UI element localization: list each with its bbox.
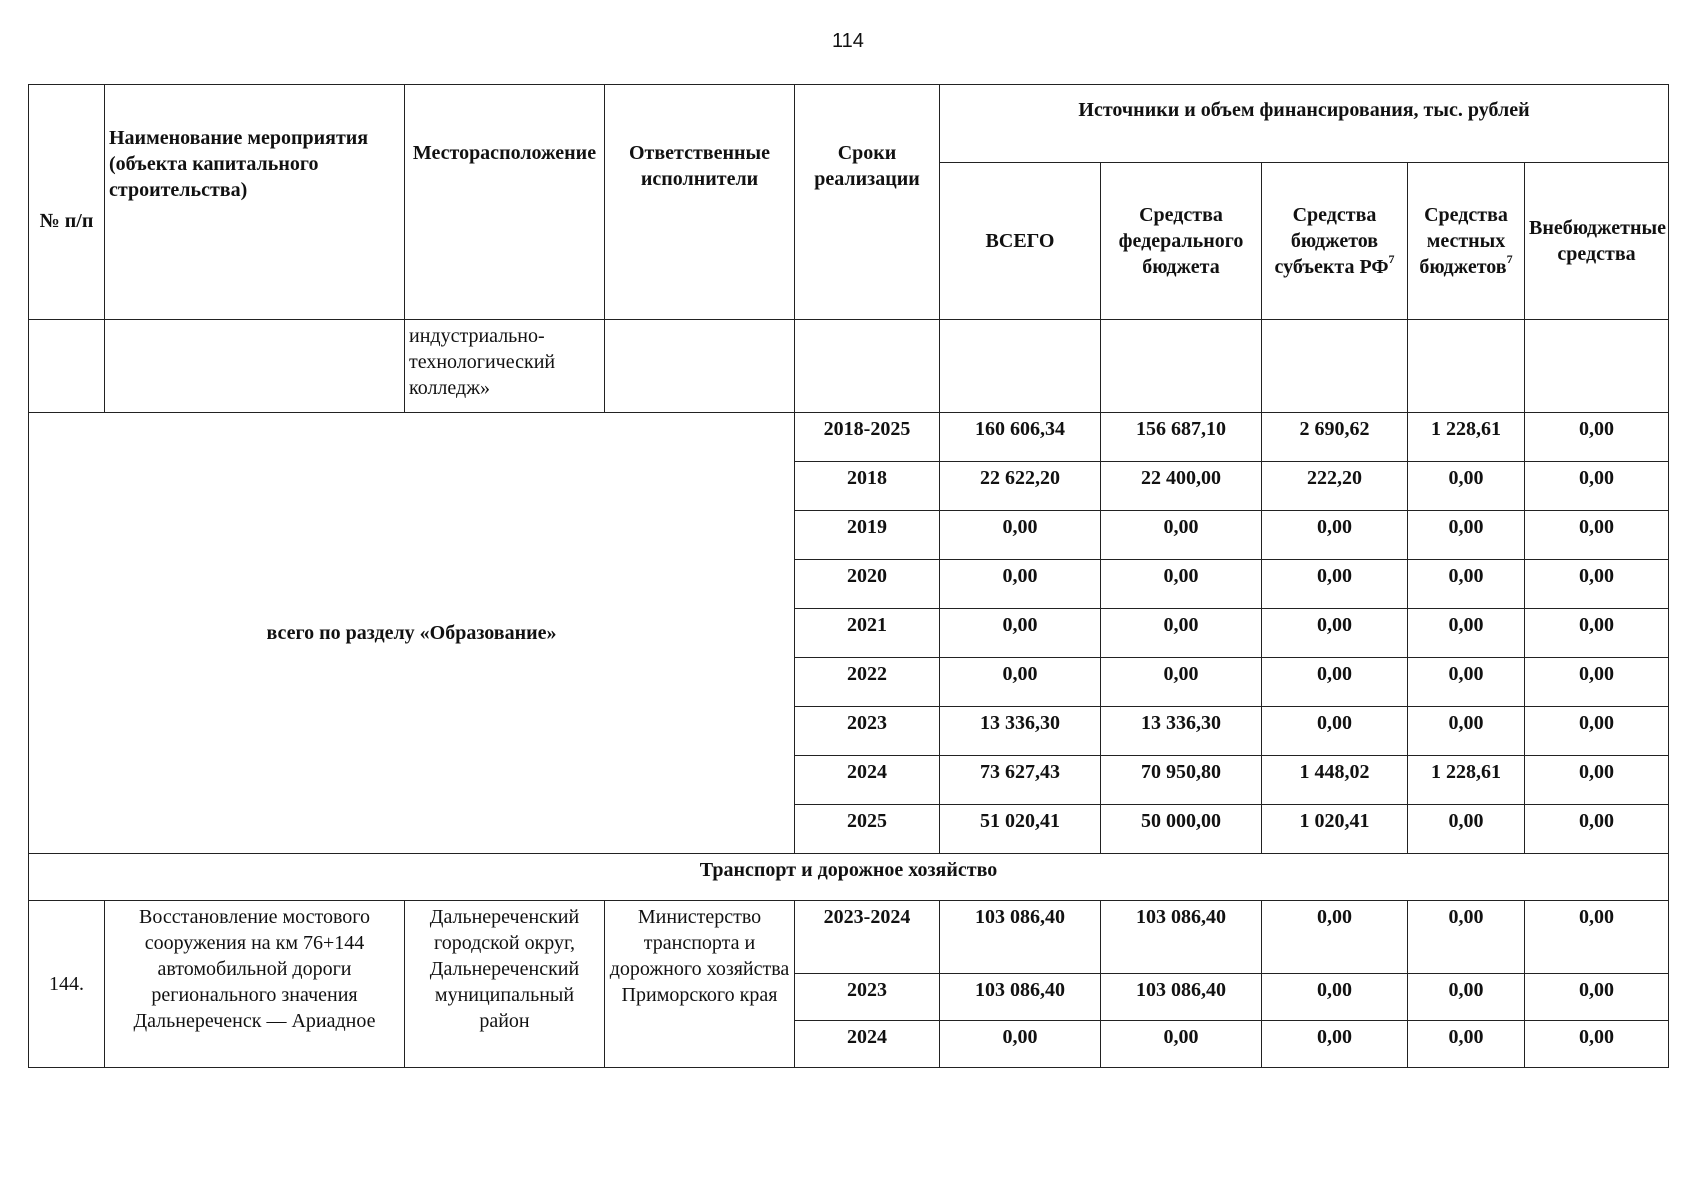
item-144-name: Восстановление мостового сооружения на км 76+144 автомобильной дороги регионального значения Дальнереченск — Ариадное <box>105 901 405 1068</box>
cell-local: 0,00 <box>1408 609 1525 658</box>
cell-subject: 1 020,41 <box>1262 805 1408 854</box>
cell-total: 0,00 <box>940 609 1101 658</box>
header-local <box>1408 163 1525 320</box>
cell-total: 103 086,40 <box>940 901 1101 974</box>
header-location: Месторасположение <box>405 85 605 320</box>
section-total-label: всего по разделу «Образование» <box>29 413 795 854</box>
cell-federal: 103 086,40 <box>1101 974 1262 1021</box>
item-144-location: Дальнереченский городской округ, Дальнереченский муниципальный район <box>405 901 605 1068</box>
cell-period: 2020 <box>795 560 940 609</box>
cell-period: 2024 <box>795 1021 940 1068</box>
cell-subject: 0,00 <box>1262 609 1408 658</box>
cell-federal: 0,00 <box>1101 511 1262 560</box>
cell-subject: 0,00 <box>1262 1021 1408 1068</box>
section-total-body <box>29 413 1669 854</box>
cell-extra: 0,00 <box>1525 901 1669 974</box>
item-144-responsible: Министерство транспорта и дорожного хозяйства Приморского края <box>605 901 795 1068</box>
cell-total: 73 627,43 <box>940 756 1101 805</box>
cell-total: 51 020,41 <box>940 805 1101 854</box>
cell-period: 2018 <box>795 462 940 511</box>
cell-federal: 0,00 <box>1101 609 1262 658</box>
continuation-name <box>105 320 405 413</box>
header-local-label: Средства местных бюджетов <box>1419 204 1508 278</box>
cell-extra: 0,00 <box>1525 413 1669 462</box>
cell-period: 2019 <box>795 511 940 560</box>
item-144-num: 144. <box>29 901 105 1068</box>
cell-federal: 0,00 <box>1101 658 1262 707</box>
cell-total: 0,00 <box>940 511 1101 560</box>
cell-federal: 156 687,10 <box>1101 413 1262 462</box>
cell-local: 1 228,61 <box>1408 756 1525 805</box>
cell-local: 0,00 <box>1408 658 1525 707</box>
cell-federal: 0,00 <box>1101 560 1262 609</box>
cell-subject: 1 448,02 <box>1262 756 1408 805</box>
cell-extra: 0,00 <box>1525 707 1669 756</box>
continuation-subject <box>1262 320 1408 413</box>
cell-extra: 0,00 <box>1525 805 1669 854</box>
header-total: ВСЕГО <box>940 163 1101 320</box>
cell-extra: 0,00 <box>1525 462 1669 511</box>
cell-local: 0,00 <box>1408 462 1525 511</box>
item-144-body <box>29 901 1669 1068</box>
header-local-sup: 7 <box>1506 252 1513 266</box>
cell-total: 0,00 <box>940 560 1101 609</box>
cell-extra: 0,00 <box>1525 658 1669 707</box>
header-extra: Внебюджетные средства <box>1525 163 1669 320</box>
cell-local: 0,00 <box>1408 974 1525 1021</box>
cell-subject: 0,00 <box>1262 560 1408 609</box>
header-subject-sup: 7 <box>1388 252 1395 266</box>
cell-local: 0,00 <box>1408 560 1525 609</box>
cell-federal: 22 400,00 <box>1101 462 1262 511</box>
cell-local: 0,00 <box>1408 1021 1525 1068</box>
cell-federal: 50 000,00 <box>1101 805 1262 854</box>
cell-period: 2025 <box>795 805 940 854</box>
cell-federal: 13 336,30 <box>1101 707 1262 756</box>
cell-period: 2022 <box>795 658 940 707</box>
continuation-location: индустриально-технологический колледж» <box>405 320 605 413</box>
cell-total: 103 086,40 <box>940 974 1101 1021</box>
item-144-row <box>29 901 1669 974</box>
header-federal: Средства федерального бюджета <box>1101 163 1262 320</box>
cell-local: 0,00 <box>1408 901 1525 974</box>
cell-period: 2024 <box>795 756 940 805</box>
continuation-federal <box>1101 320 1262 413</box>
cell-total: 22 622,20 <box>940 462 1101 511</box>
continuation-responsible <box>605 320 795 413</box>
cell-period: 2023-2024 <box>795 901 940 974</box>
cell-period: 2021 <box>795 609 940 658</box>
cell-local: 0,00 <box>1408 707 1525 756</box>
continuation-row <box>29 320 1669 413</box>
cell-total: 0,00 <box>940 658 1101 707</box>
cell-period: 2023 <box>795 707 940 756</box>
cell-subject: 0,00 <box>1262 901 1408 974</box>
cell-extra: 0,00 <box>1525 756 1669 805</box>
cell-local: 0,00 <box>1408 511 1525 560</box>
cell-total: 13 336,30 <box>940 707 1101 756</box>
cell-local: 0,00 <box>1408 805 1525 854</box>
cell-period: 2018-2025 <box>795 413 940 462</box>
cell-subject: 0,00 <box>1262 974 1408 1021</box>
cell-total: 0,00 <box>940 1021 1101 1068</box>
header-sources: Источники и объем финансирования, тыс. рублей <box>940 85 1669 163</box>
cell-local: 1 228,61 <box>1408 413 1525 462</box>
continuation-period <box>795 320 940 413</box>
cell-total: 160 606,34 <box>940 413 1101 462</box>
cell-federal: 70 950,80 <box>1101 756 1262 805</box>
cell-subject: 222,20 <box>1262 462 1408 511</box>
page-number: 114 <box>832 30 864 52</box>
cell-subject: 0,00 <box>1262 658 1408 707</box>
header-name: Наименование мероприятия (объекта капитального строительства) <box>105 85 405 320</box>
cell-subject: 2 690,62 <box>1262 413 1408 462</box>
cell-subject: 0,00 <box>1262 707 1408 756</box>
cell-federal: 0,00 <box>1101 1021 1262 1068</box>
cell-subject: 0,00 <box>1262 511 1408 560</box>
cell-period: 2023 <box>795 974 940 1021</box>
cell-federal: 103 086,40 <box>1101 901 1262 974</box>
financing-table <box>28 84 1669 1068</box>
continuation-local <box>1408 320 1525 413</box>
cell-extra: 0,00 <box>1525 974 1669 1021</box>
cell-extra: 0,00 <box>1525 560 1669 609</box>
continuation-total <box>940 320 1101 413</box>
header-row-1 <box>29 85 1669 163</box>
section-title: Транспорт и дорожное хозяйство <box>29 854 1669 901</box>
section-total-row <box>29 413 1669 462</box>
header-subject <box>1262 163 1408 320</box>
cell-extra: 0,00 <box>1525 609 1669 658</box>
header-period: Сроки реализации <box>795 85 940 320</box>
header-responsible: Ответственные исполнители <box>605 85 795 320</box>
cell-extra: 0,00 <box>1525 511 1669 560</box>
section-title-row <box>29 854 1669 901</box>
continuation-extra <box>1525 320 1669 413</box>
header-num: № п/п <box>29 85 105 320</box>
cell-extra: 0,00 <box>1525 1021 1669 1068</box>
continuation-num <box>29 320 105 413</box>
header-subject-label: Средства бюджетов субъекта РФ <box>1274 204 1389 278</box>
